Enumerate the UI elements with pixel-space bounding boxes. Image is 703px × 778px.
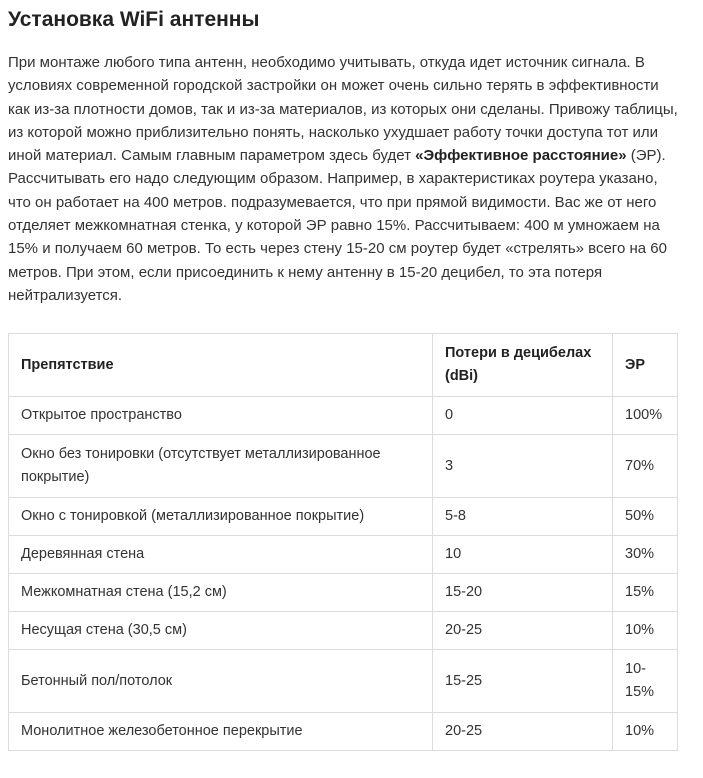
table-row xyxy=(9,650,678,713)
table-row xyxy=(9,574,678,612)
table-row xyxy=(9,536,678,574)
table-row xyxy=(9,397,678,435)
cell-er: 30% xyxy=(613,536,678,574)
header-obstacle: Препятствие xyxy=(9,334,433,397)
paragraph-bold-term: «Эффективное расстояние» xyxy=(415,147,627,165)
cell-obstacle: Деревянная стена xyxy=(9,536,433,574)
cell-obstacle: Монолитное железобетонное перекрытие xyxy=(9,713,433,751)
cell-loss: 20-25 xyxy=(433,713,613,751)
cell-obstacle: Межкомнатная стена (15,2 см) xyxy=(9,574,433,612)
cell-loss: 15-20 xyxy=(433,574,613,612)
paragraph-text-before: При монтаже любого типа антенн, необходимо учитывать, откуда идет источник сигнала. В условиях современной городской застройки он может очень сильно терять в эффективности как из-за плотности домов, так и из-за материалов, из которых они сделаны. Привожу таблицы, из которой можно приблизительно понять, насколько ухудшает работу точки доступа тот или иной материал. Самым главным параметром здесь будет xyxy=(8,54,678,165)
cell-er: 70% xyxy=(613,435,678,498)
cell-obstacle: Открытое пространство xyxy=(9,397,433,435)
cell-loss: 3 xyxy=(433,435,613,498)
cell-er: 10-15% xyxy=(613,650,678,713)
cell-er: 100% xyxy=(613,397,678,435)
article-paragraph xyxy=(8,51,680,307)
cell-loss: 0 xyxy=(433,397,613,435)
cell-er: 10% xyxy=(613,713,678,751)
paragraph-text-after: (ЭР). Рассчитывать его надо следующим образом. Например, в характеристиках роутера указано, что он работает на 400 метров. подразумевается, что при прямой видимости. Вас же от него отделяет межкомнатная стенка, у которой ЭР равно 15%. Рассчитываем: 400 м умножаем на 15% и получаем 60 метров. То есть через стену 15-20 см роутер будет «стрелять» всего на 60 метров. При этом, если присоединить к нему антенну в 15-20 децибел, то эта потеря нейтрализуется. xyxy=(8,147,667,304)
cell-obstacle: Окно без тонировки (отсутствует металлизированное покрытие) xyxy=(9,435,433,498)
cell-obstacle: Несущая стена (30,5 см) xyxy=(9,612,433,650)
cell-loss: 15-25 xyxy=(433,650,613,713)
header-er: ЭР xyxy=(613,334,678,397)
article xyxy=(0,6,703,751)
cell-loss: 10 xyxy=(433,536,613,574)
table-row xyxy=(9,713,678,751)
cell-er: 50% xyxy=(613,498,678,536)
table-row xyxy=(9,435,678,498)
cell-er: 15% xyxy=(613,574,678,612)
table-row xyxy=(9,612,678,650)
attenuation-table xyxy=(8,333,678,751)
table-row xyxy=(9,498,678,536)
cell-obstacle: Окно с тонировкой (металлизированное покрытие) xyxy=(9,498,433,536)
cell-loss: 5-8 xyxy=(433,498,613,536)
header-loss-dbi: Потери в децибелах (dBi) xyxy=(433,334,613,397)
article-title: Установка WiFi антенны xyxy=(8,8,260,31)
cell-loss: 20-25 xyxy=(433,612,613,650)
cell-obstacle: Бетонный пол/потолок xyxy=(9,650,433,713)
table-header-row xyxy=(9,334,678,397)
cell-er: 10% xyxy=(613,612,678,650)
